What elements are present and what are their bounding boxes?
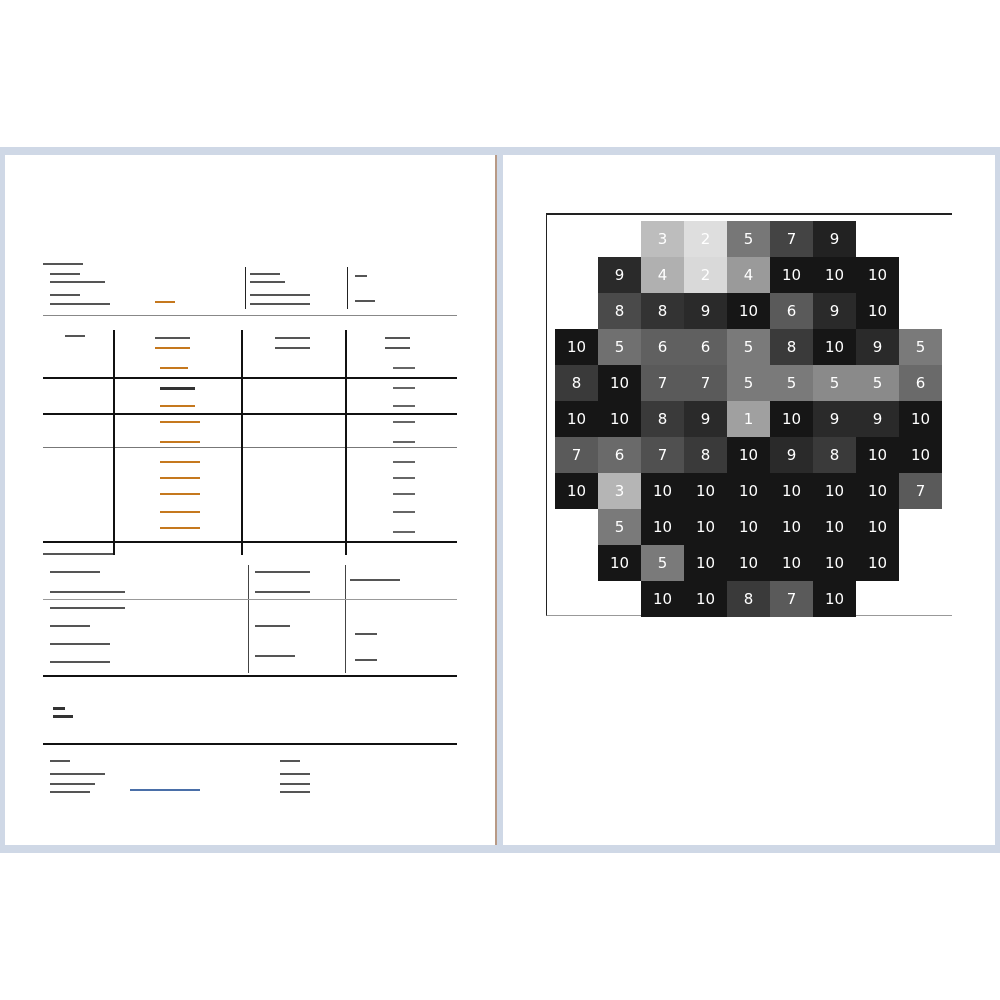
grid-cell: 10: [813, 257, 856, 293]
grid-cell: 10: [684, 509, 727, 545]
grid-cell: 10: [899, 401, 942, 437]
grid-cell: 8: [813, 437, 856, 473]
grid-cell: 9: [856, 329, 899, 365]
grid-cell: 10: [598, 365, 641, 401]
grid-cell: 10: [727, 473, 770, 509]
grid-cell: 7: [555, 437, 598, 473]
grid-cell: 6: [899, 365, 942, 401]
grid-cell: 8: [727, 581, 770, 617]
grid-cell: 10: [813, 545, 856, 581]
grid-cell: 9: [684, 293, 727, 329]
grid-cell: 10: [770, 257, 813, 293]
grid-cell: 10: [856, 545, 899, 581]
grid-cell: 5: [598, 329, 641, 365]
grid-cell: 5: [727, 329, 770, 365]
grid-cell: 8: [641, 401, 684, 437]
document-viewer: [0, 147, 1000, 853]
grid-cell: 4: [641, 257, 684, 293]
grid-cell: 7: [684, 365, 727, 401]
grid-cell: 8: [770, 329, 813, 365]
grid-cell: 10: [770, 473, 813, 509]
grid-cell: 8: [684, 437, 727, 473]
grid-cell: 7: [899, 473, 942, 509]
grid-cell: 5: [813, 365, 856, 401]
grid-cell: 8: [555, 365, 598, 401]
grid-cell: 10: [555, 401, 598, 437]
grid-cell: 10: [641, 473, 684, 509]
grid-cell: 1: [727, 401, 770, 437]
grid-cell: 9: [684, 401, 727, 437]
grid-cell: 10: [598, 401, 641, 437]
grid-cell: 10: [641, 581, 684, 617]
grid-cell: 10: [813, 473, 856, 509]
grid-cell: 5: [641, 545, 684, 581]
grid-cell: 10: [684, 581, 727, 617]
grid-cell: 6: [684, 329, 727, 365]
grid-cell: 7: [641, 437, 684, 473]
grid-cell: 5: [856, 365, 899, 401]
grid-cell: 10: [856, 437, 899, 473]
grid-cell: 2: [684, 221, 727, 257]
grid-cell: 3: [598, 473, 641, 509]
grid-cell: 9: [813, 221, 856, 257]
grid-cell: 3: [641, 221, 684, 257]
grid-cell: 10: [684, 473, 727, 509]
grid-cell: 5: [598, 509, 641, 545]
grid-cell: 10: [727, 545, 770, 581]
grid-cell: 10: [727, 437, 770, 473]
report-page-right: [503, 155, 995, 845]
grid-cell: 9: [598, 257, 641, 293]
grid-cell: 10: [598, 545, 641, 581]
grid-cell: 10: [770, 509, 813, 545]
grid-cell: 7: [770, 221, 813, 257]
grid-cell: 10: [727, 509, 770, 545]
grid-cell: 10: [856, 257, 899, 293]
grid-cell: 10: [555, 329, 598, 365]
grid-cell: 10: [813, 509, 856, 545]
grid-cell: 10: [727, 293, 770, 329]
report-page-left: [5, 155, 497, 845]
grid-cell: 10: [770, 401, 813, 437]
grid-cell: 9: [856, 401, 899, 437]
grid-cell: 6: [770, 293, 813, 329]
grid-cell: 10: [856, 293, 899, 329]
grid-cell: 9: [770, 437, 813, 473]
grid-cell: 10: [856, 509, 899, 545]
grid-cell: 5: [770, 365, 813, 401]
visual-field-grid: [546, 213, 952, 616]
grid-cell: 5: [727, 365, 770, 401]
grid-cell: 8: [641, 293, 684, 329]
grid-cell: 5: [899, 329, 942, 365]
grid-cell: 10: [899, 437, 942, 473]
grid-cell: 10: [813, 581, 856, 617]
grid-cell: 7: [770, 581, 813, 617]
grid-cell: 10: [770, 545, 813, 581]
grid-cell: 10: [813, 329, 856, 365]
grid-cell: 9: [813, 401, 856, 437]
grid-cell: 2: [684, 257, 727, 293]
grid-cell: 10: [641, 509, 684, 545]
grid-cell: 10: [684, 545, 727, 581]
grid-cell: 10: [856, 473, 899, 509]
grid-cell: 6: [641, 329, 684, 365]
grid-cell: 6: [598, 437, 641, 473]
grid-cell: 7: [641, 365, 684, 401]
grid-cell: 8: [598, 293, 641, 329]
grid-cell: 5: [727, 221, 770, 257]
grid-cell: 9: [813, 293, 856, 329]
grid-cell: 10: [555, 473, 598, 509]
grid-cell: 4: [727, 257, 770, 293]
